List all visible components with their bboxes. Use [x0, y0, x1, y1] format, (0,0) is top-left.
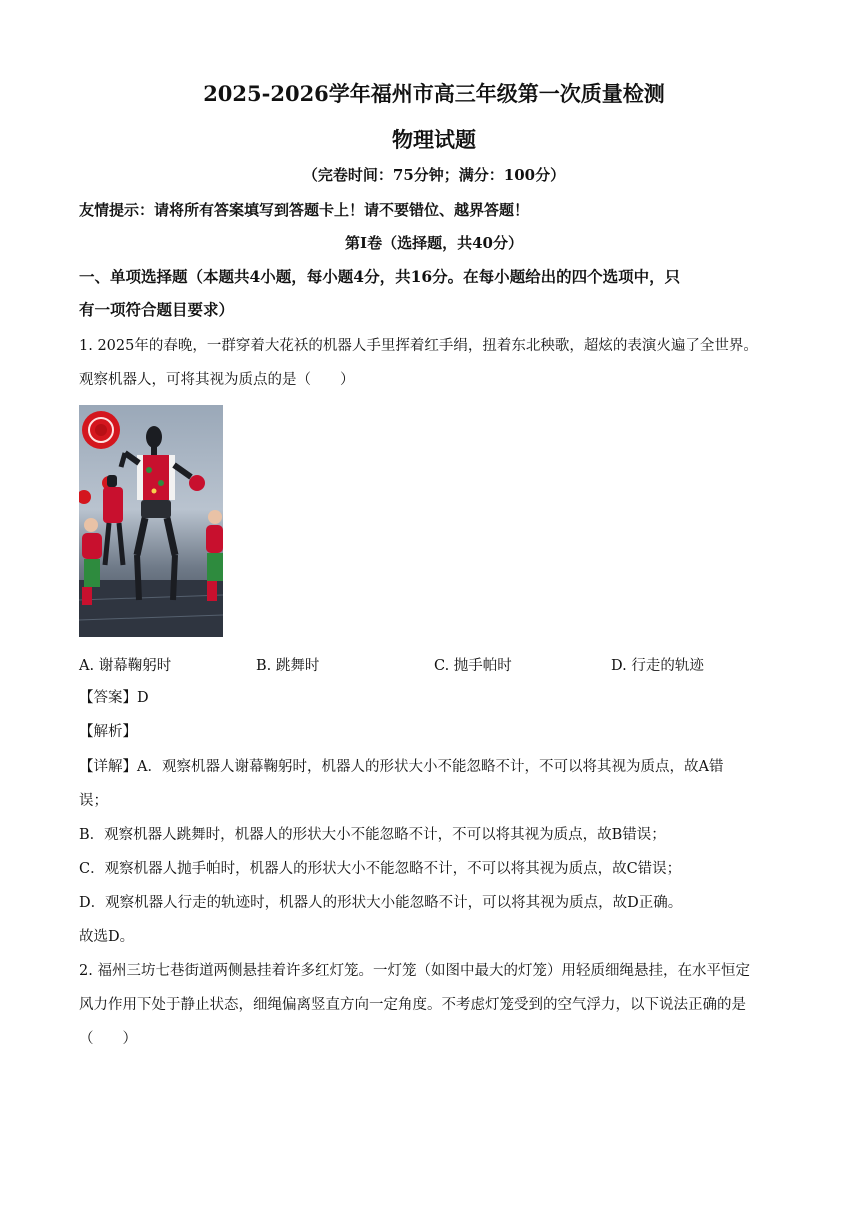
- exam-info: （完卷时间：75分钟；满分：100分）: [302, 166, 566, 184]
- q1-stem-line2: 观察机器人，可将其视为质点的是（ ）: [79, 372, 355, 388]
- exam-title: 2025-2026学年福州市高三年级第一次质量检测: [203, 81, 665, 106]
- robot-dance-photo: [79, 405, 223, 637]
- q1-detail-d: D．观察机器人行走的轨迹时，机器人的形状大小能忽略不计，可以将其视为质点，故D正确。: [79, 895, 683, 911]
- q1-option-b: B. 跳舞时: [256, 658, 320, 674]
- q1-detail-line1: 【详解】A．观察机器人谢幕鞠躬时，机器人的形状大小不能忽略不计，不可以将其视为质点，故A错: [79, 759, 724, 775]
- q1-stem-line1: 1. 2025年的春晚，一群穿着大花袄的机器人手里挥着红手绢，扭着东北秧歌，超炫的表演火遍了全世界。: [79, 338, 758, 354]
- friendly-tip: 友情提示：请将所有答案填写到答题卡上！请不要错位、越界答题！: [79, 201, 530, 219]
- q1-analysis-label: 【解析】: [79, 724, 137, 740]
- q1-detail-b: B．观察机器人跳舞时，机器人的形状大小不能忽略不计，不可以将其视为质点，故B错误；: [79, 827, 666, 843]
- section-heading-line2: 有一项符合题目要求）: [79, 300, 235, 319]
- q2-stem-line1: 2. 福州三坊七巷街道两侧悬挂着许多红灯笼。一灯笼（如图中最大的灯笼）用轻质细绳悬挂，在水平恒定: [79, 963, 750, 979]
- q1-option-d: D. 行走的轨迹: [611, 658, 704, 674]
- section-heading-line1: 一、单项选择题（本题共4小题，每小题4分，共16分。在每小题给出的四个选项中，只: [79, 267, 681, 286]
- q1-detail-c: C．观察机器人抛手帕时，机器人的形状大小不能忽略不计，不可以将其视为质点，故C错误；: [79, 861, 682, 877]
- q1-answer: 【答案】D: [79, 690, 149, 706]
- q1-conclusion: 故选D。: [79, 929, 135, 945]
- subject-title: 物理试题: [392, 127, 476, 152]
- part-heading: 第Ⅰ卷（选择题，共40分）: [345, 234, 523, 252]
- q2-stem-line3: （ ）: [79, 1031, 137, 1047]
- q1-option-c: C. 抛手帕时: [434, 658, 512, 674]
- robot-illustration: [79, 405, 223, 637]
- q1-option-a: A. 谢幕鞠躬时: [79, 658, 172, 674]
- q2-stem-line2: 风力作用下处于静止状态，细绳偏离竖直方向一定角度。不考虑灯笼受到的空气浮力，以下说法正确的是: [79, 997, 746, 1013]
- q1-detail-line2: 误；: [79, 793, 108, 809]
